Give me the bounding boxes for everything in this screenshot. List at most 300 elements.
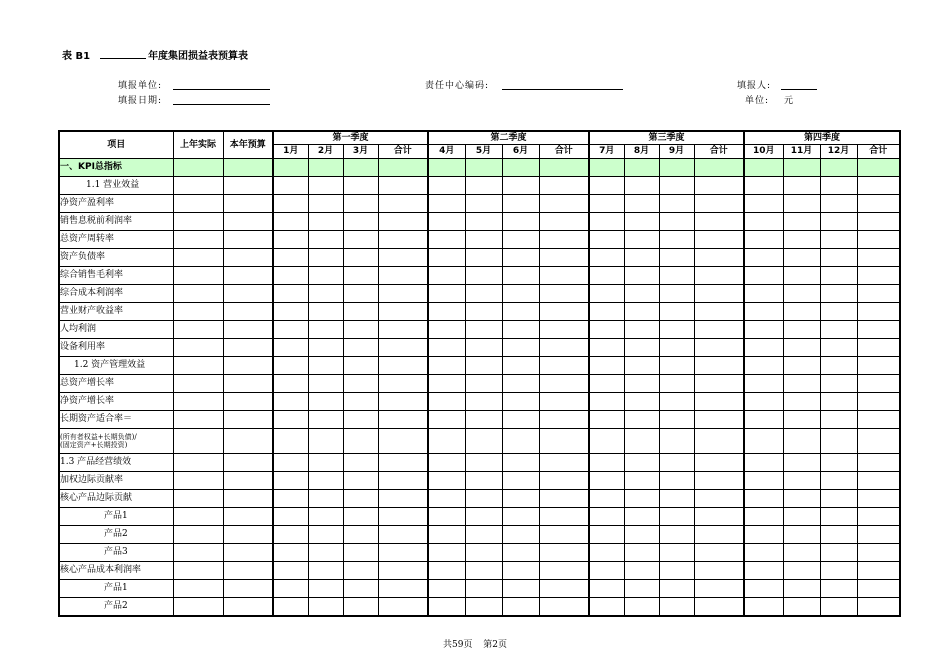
value-cell[interactable] — [308, 544, 343, 562]
value-cell[interactable] — [173, 580, 223, 598]
value-cell[interactable] — [820, 249, 857, 267]
value-cell[interactable] — [223, 357, 273, 375]
value-cell[interactable] — [502, 508, 539, 526]
value-cell[interactable] — [308, 526, 343, 544]
value-cell[interactable] — [783, 285, 820, 303]
value-cell[interactable] — [273, 177, 308, 195]
value-cell[interactable] — [343, 598, 378, 617]
value-cell[interactable] — [273, 321, 308, 339]
value-cell[interactable] — [308, 177, 343, 195]
value-cell[interactable] — [428, 562, 465, 580]
value-cell[interactable] — [694, 598, 744, 617]
value-cell[interactable] — [378, 159, 428, 177]
value-cell[interactable] — [273, 357, 308, 375]
value-cell[interactable] — [539, 303, 589, 321]
value-cell[interactable] — [223, 267, 273, 285]
value-cell[interactable] — [308, 303, 343, 321]
value-cell[interactable] — [783, 393, 820, 411]
value-cell[interactable] — [539, 375, 589, 393]
value-cell[interactable] — [502, 339, 539, 357]
value-cell[interactable] — [659, 285, 694, 303]
value-cell[interactable] — [659, 213, 694, 231]
value-cell[interactable] — [173, 159, 223, 177]
value-cell[interactable] — [502, 429, 539, 454]
value-cell[interactable] — [223, 339, 273, 357]
value-cell[interactable] — [539, 267, 589, 285]
value-cell[interactable] — [465, 303, 502, 321]
value-cell[interactable] — [173, 195, 223, 213]
value-cell[interactable] — [539, 195, 589, 213]
value-cell[interactable] — [273, 598, 308, 617]
value-cell[interactable] — [465, 357, 502, 375]
value-cell[interactable] — [308, 508, 343, 526]
value-cell[interactable] — [428, 544, 465, 562]
value-cell[interactable] — [378, 544, 428, 562]
value-cell[interactable] — [343, 411, 378, 429]
value-cell[interactable] — [694, 177, 744, 195]
value-cell[interactable] — [223, 526, 273, 544]
value-cell[interactable] — [465, 159, 502, 177]
value-cell[interactable] — [465, 508, 502, 526]
value-cell[interactable] — [539, 490, 589, 508]
value-cell[interactable] — [624, 231, 659, 249]
value-cell[interactable] — [589, 454, 624, 472]
value-cell[interactable] — [378, 472, 428, 490]
value-cell[interactable] — [659, 231, 694, 249]
value-cell[interactable] — [820, 159, 857, 177]
value-cell[interactable] — [223, 508, 273, 526]
value-cell[interactable] — [820, 267, 857, 285]
value-cell[interactable] — [857, 159, 900, 177]
value-cell[interactable] — [744, 249, 783, 267]
value-cell[interactable] — [783, 303, 820, 321]
value-cell[interactable] — [428, 303, 465, 321]
value-cell[interactable] — [173, 285, 223, 303]
value-cell[interactable] — [308, 393, 343, 411]
value-cell[interactable] — [857, 303, 900, 321]
value-cell[interactable] — [378, 267, 428, 285]
value-cell[interactable] — [502, 177, 539, 195]
value-cell[interactable] — [428, 508, 465, 526]
value-cell[interactable] — [428, 472, 465, 490]
value-cell[interactable] — [857, 490, 900, 508]
value-cell[interactable] — [744, 375, 783, 393]
fill-date-field[interactable] — [173, 104, 270, 105]
value-cell[interactable] — [783, 472, 820, 490]
value-cell[interactable] — [659, 454, 694, 472]
value-cell[interactable] — [857, 526, 900, 544]
value-cell[interactable] — [308, 195, 343, 213]
value-cell[interactable] — [343, 213, 378, 231]
value-cell[interactable] — [744, 267, 783, 285]
value-cell[interactable] — [783, 490, 820, 508]
value-cell[interactable] — [783, 580, 820, 598]
value-cell[interactable] — [343, 472, 378, 490]
value-cell[interactable] — [624, 393, 659, 411]
value-cell[interactable] — [624, 411, 659, 429]
fill-unit-field[interactable] — [173, 89, 270, 90]
value-cell[interactable] — [820, 598, 857, 617]
value-cell[interactable] — [308, 213, 343, 231]
value-cell[interactable] — [820, 472, 857, 490]
value-cell[interactable] — [173, 339, 223, 357]
value-cell[interactable] — [659, 339, 694, 357]
value-cell[interactable] — [378, 580, 428, 598]
value-cell[interactable] — [465, 177, 502, 195]
value-cell[interactable] — [624, 213, 659, 231]
value-cell[interactable] — [173, 508, 223, 526]
value-cell[interactable] — [173, 472, 223, 490]
value-cell[interactable] — [343, 339, 378, 357]
value-cell[interactable] — [308, 375, 343, 393]
value-cell[interactable] — [744, 285, 783, 303]
value-cell[interactable] — [783, 508, 820, 526]
value-cell[interactable] — [308, 454, 343, 472]
value-cell[interactable] — [502, 249, 539, 267]
value-cell[interactable] — [857, 231, 900, 249]
value-cell[interactable] — [857, 544, 900, 562]
value-cell[interactable] — [343, 544, 378, 562]
value-cell[interactable] — [624, 159, 659, 177]
value-cell[interactable] — [857, 177, 900, 195]
value-cell[interactable] — [857, 580, 900, 598]
value-cell[interactable] — [378, 285, 428, 303]
value-cell[interactable] — [694, 339, 744, 357]
value-cell[interactable] — [273, 490, 308, 508]
value-cell[interactable] — [783, 598, 820, 617]
value-cell[interactable] — [589, 267, 624, 285]
value-cell[interactable] — [428, 393, 465, 411]
value-cell[interactable] — [659, 177, 694, 195]
value-cell[interactable] — [308, 490, 343, 508]
value-cell[interactable] — [223, 580, 273, 598]
value-cell[interactable] — [539, 411, 589, 429]
value-cell[interactable] — [273, 454, 308, 472]
value-cell[interactable] — [694, 526, 744, 544]
value-cell[interactable] — [428, 177, 465, 195]
value-cell[interactable] — [783, 231, 820, 249]
value-cell[interactable] — [694, 231, 744, 249]
value-cell[interactable] — [428, 321, 465, 339]
value-cell[interactable] — [589, 472, 624, 490]
value-cell[interactable] — [378, 195, 428, 213]
value-cell[interactable] — [659, 303, 694, 321]
value-cell[interactable] — [428, 339, 465, 357]
value-cell[interactable] — [659, 580, 694, 598]
value-cell[interactable] — [378, 321, 428, 339]
value-cell[interactable] — [502, 598, 539, 617]
value-cell[interactable] — [694, 195, 744, 213]
value-cell[interactable] — [589, 375, 624, 393]
value-cell[interactable] — [173, 544, 223, 562]
value-cell[interactable] — [589, 249, 624, 267]
value-cell[interactable] — [378, 526, 428, 544]
value-cell[interactable] — [273, 375, 308, 393]
value-cell[interactable] — [820, 285, 857, 303]
value-cell[interactable] — [694, 375, 744, 393]
value-cell[interactable] — [659, 598, 694, 617]
value-cell[interactable] — [273, 544, 308, 562]
value-cell[interactable] — [273, 472, 308, 490]
value-cell[interactable] — [659, 490, 694, 508]
value-cell[interactable] — [502, 454, 539, 472]
value-cell[interactable] — [502, 544, 539, 562]
value-cell[interactable] — [502, 580, 539, 598]
value-cell[interactable] — [223, 490, 273, 508]
value-cell[interactable] — [659, 357, 694, 375]
value-cell[interactable] — [502, 375, 539, 393]
value-cell[interactable] — [343, 285, 378, 303]
value-cell[interactable] — [694, 267, 744, 285]
value-cell[interactable] — [820, 303, 857, 321]
value-cell[interactable] — [624, 508, 659, 526]
value-cell[interactable] — [820, 195, 857, 213]
value-cell[interactable] — [744, 544, 783, 562]
value-cell[interactable] — [694, 454, 744, 472]
value-cell[interactable] — [173, 177, 223, 195]
value-cell[interactable] — [465, 249, 502, 267]
value-cell[interactable] — [694, 429, 744, 454]
value-cell[interactable] — [465, 472, 502, 490]
value-cell[interactable] — [308, 429, 343, 454]
value-cell[interactable] — [223, 303, 273, 321]
value-cell[interactable] — [857, 472, 900, 490]
value-cell[interactable] — [428, 357, 465, 375]
value-cell[interactable] — [624, 598, 659, 617]
value-cell[interactable] — [539, 544, 589, 562]
value-cell[interactable] — [744, 159, 783, 177]
value-cell[interactable] — [428, 195, 465, 213]
value-cell[interactable] — [223, 195, 273, 213]
value-cell[interactable] — [820, 357, 857, 375]
value-cell[interactable] — [465, 285, 502, 303]
value-cell[interactable] — [694, 285, 744, 303]
value-cell[interactable] — [223, 375, 273, 393]
value-cell[interactable] — [223, 393, 273, 411]
value-cell[interactable] — [378, 598, 428, 617]
value-cell[interactable] — [343, 375, 378, 393]
value-cell[interactable] — [539, 454, 589, 472]
value-cell[interactable] — [659, 472, 694, 490]
value-cell[interactable] — [589, 393, 624, 411]
value-cell[interactable] — [589, 213, 624, 231]
value-cell[interactable] — [694, 213, 744, 231]
value-cell[interactable] — [539, 598, 589, 617]
value-cell[interactable] — [273, 580, 308, 598]
value-cell[interactable] — [223, 285, 273, 303]
value-cell[interactable] — [659, 159, 694, 177]
value-cell[interactable] — [783, 213, 820, 231]
value-cell[interactable] — [659, 429, 694, 454]
value-cell[interactable] — [857, 195, 900, 213]
value-cell[interactable] — [783, 177, 820, 195]
value-cell[interactable] — [308, 357, 343, 375]
value-cell[interactable] — [589, 303, 624, 321]
value-cell[interactable] — [428, 411, 465, 429]
value-cell[interactable] — [744, 411, 783, 429]
value-cell[interactable] — [659, 393, 694, 411]
value-cell[interactable] — [465, 195, 502, 213]
value-cell[interactable] — [173, 357, 223, 375]
value-cell[interactable] — [308, 267, 343, 285]
value-cell[interactable] — [589, 526, 624, 544]
value-cell[interactable] — [589, 411, 624, 429]
value-cell[interactable] — [378, 213, 428, 231]
value-cell[interactable] — [857, 429, 900, 454]
value-cell[interactable] — [343, 249, 378, 267]
value-cell[interactable] — [744, 303, 783, 321]
value-cell[interactable] — [273, 393, 308, 411]
value-cell[interactable] — [173, 213, 223, 231]
value-cell[interactable] — [502, 303, 539, 321]
value-cell[interactable] — [783, 411, 820, 429]
value-cell[interactable] — [465, 267, 502, 285]
value-cell[interactable] — [820, 393, 857, 411]
value-cell[interactable] — [783, 339, 820, 357]
value-cell[interactable] — [589, 285, 624, 303]
value-cell[interactable] — [694, 508, 744, 526]
value-cell[interactable] — [783, 454, 820, 472]
value-cell[interactable] — [694, 544, 744, 562]
value-cell[interactable] — [744, 321, 783, 339]
value-cell[interactable] — [428, 159, 465, 177]
value-cell[interactable] — [744, 357, 783, 375]
value-cell[interactable] — [624, 285, 659, 303]
value-cell[interactable] — [173, 321, 223, 339]
value-cell[interactable] — [378, 249, 428, 267]
value-cell[interactable] — [624, 357, 659, 375]
value-cell[interactable] — [273, 411, 308, 429]
value-cell[interactable] — [589, 544, 624, 562]
value-cell[interactable] — [343, 267, 378, 285]
value-cell[interactable] — [624, 526, 659, 544]
value-cell[interactable] — [783, 267, 820, 285]
value-cell[interactable] — [539, 508, 589, 526]
value-cell[interactable] — [783, 375, 820, 393]
value-cell[interactable] — [694, 393, 744, 411]
value-cell[interactable] — [744, 526, 783, 544]
value-cell[interactable] — [223, 429, 273, 454]
filler-field[interactable] — [781, 89, 817, 90]
value-cell[interactable] — [465, 580, 502, 598]
value-cell[interactable] — [820, 213, 857, 231]
value-cell[interactable] — [624, 177, 659, 195]
value-cell[interactable] — [378, 429, 428, 454]
value-cell[interactable] — [659, 508, 694, 526]
value-cell[interactable] — [502, 357, 539, 375]
value-cell[interactable] — [744, 562, 783, 580]
value-cell[interactable] — [694, 159, 744, 177]
value-cell[interactable] — [820, 508, 857, 526]
value-cell[interactable] — [589, 490, 624, 508]
value-cell[interactable] — [308, 580, 343, 598]
value-cell[interactable] — [820, 562, 857, 580]
value-cell[interactable] — [502, 231, 539, 249]
value-cell[interactable] — [589, 339, 624, 357]
value-cell[interactable] — [173, 429, 223, 454]
value-cell[interactable] — [465, 411, 502, 429]
year-blank[interactable] — [100, 48, 146, 59]
value-cell[interactable] — [343, 580, 378, 598]
value-cell[interactable] — [223, 321, 273, 339]
value-cell[interactable] — [465, 562, 502, 580]
value-cell[interactable] — [428, 231, 465, 249]
value-cell[interactable] — [539, 357, 589, 375]
value-cell[interactable] — [659, 195, 694, 213]
value-cell[interactable] — [820, 321, 857, 339]
value-cell[interactable] — [589, 580, 624, 598]
value-cell[interactable] — [820, 526, 857, 544]
value-cell[interactable] — [502, 285, 539, 303]
value-cell[interactable] — [378, 231, 428, 249]
value-cell[interactable] — [820, 177, 857, 195]
value-cell[interactable] — [857, 213, 900, 231]
value-cell[interactable] — [173, 303, 223, 321]
value-cell[interactable] — [343, 357, 378, 375]
value-cell[interactable] — [273, 285, 308, 303]
value-cell[interactable] — [273, 562, 308, 580]
value-cell[interactable] — [173, 375, 223, 393]
value-cell[interactable] — [428, 267, 465, 285]
value-cell[interactable] — [428, 213, 465, 231]
value-cell[interactable] — [744, 339, 783, 357]
value-cell[interactable] — [744, 580, 783, 598]
value-cell[interactable] — [539, 159, 589, 177]
value-cell[interactable] — [173, 562, 223, 580]
value-cell[interactable] — [624, 375, 659, 393]
value-cell[interactable] — [378, 411, 428, 429]
value-cell[interactable] — [624, 490, 659, 508]
value-cell[interactable] — [428, 598, 465, 617]
value-cell[interactable] — [744, 429, 783, 454]
value-cell[interactable] — [857, 321, 900, 339]
value-cell[interactable] — [694, 357, 744, 375]
value-cell[interactable] — [589, 562, 624, 580]
value-cell[interactable] — [744, 231, 783, 249]
value-cell[interactable] — [857, 249, 900, 267]
value-cell[interactable] — [744, 598, 783, 617]
value-cell[interactable] — [308, 231, 343, 249]
value-cell[interactable] — [539, 321, 589, 339]
value-cell[interactable] — [273, 195, 308, 213]
value-cell[interactable] — [783, 159, 820, 177]
value-cell[interactable] — [857, 393, 900, 411]
value-cell[interactable] — [857, 339, 900, 357]
value-cell[interactable] — [173, 454, 223, 472]
value-cell[interactable] — [857, 562, 900, 580]
value-cell[interactable] — [783, 562, 820, 580]
value-cell[interactable] — [273, 429, 308, 454]
value-cell[interactable] — [820, 411, 857, 429]
value-cell[interactable] — [589, 508, 624, 526]
value-cell[interactable] — [343, 177, 378, 195]
value-cell[interactable] — [223, 454, 273, 472]
value-cell[interactable] — [343, 508, 378, 526]
value-cell[interactable] — [223, 544, 273, 562]
value-cell[interactable] — [465, 454, 502, 472]
value-cell[interactable] — [624, 303, 659, 321]
value-cell[interactable] — [428, 285, 465, 303]
value-cell[interactable] — [820, 231, 857, 249]
value-cell[interactable] — [820, 580, 857, 598]
value-cell[interactable] — [857, 375, 900, 393]
value-cell[interactable] — [744, 393, 783, 411]
value-cell[interactable] — [539, 231, 589, 249]
value-cell[interactable] — [223, 411, 273, 429]
value-cell[interactable] — [624, 267, 659, 285]
value-cell[interactable] — [502, 393, 539, 411]
value-cell[interactable] — [343, 159, 378, 177]
